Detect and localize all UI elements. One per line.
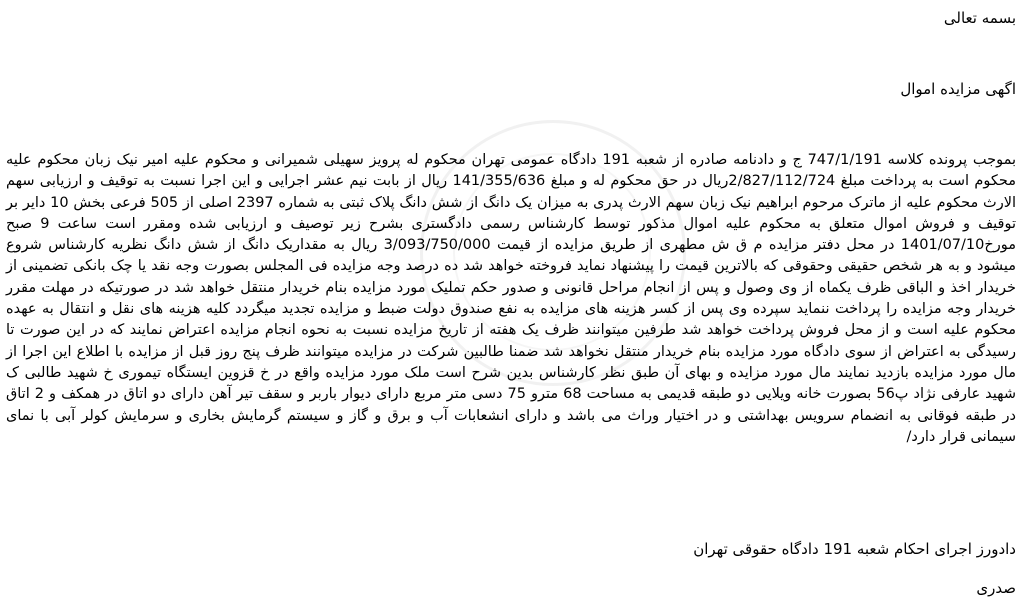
signatory-name: صدری — [976, 579, 1016, 597]
notice-body: بموجب پرونده کلاسه 747/1/191 ج و دادنامه صادره از شعبه 191 دادگاه عمومی تهران محکوم له پرویز سهیلی شمیرانی و محکوم علیه امیر نیک زبان محکوم علیه محکوم است به پرداخت مبلغ 2/827/112/724ریال در حق محکوم له و مبلغ 141/355/636 ریال از بابت نیم عشر اجرایی و این اجرا نسبت به توقیف و ارزیابی سهم الارث محکوم علیه از ماترک مرحوم ابراهیم نیک زبان سهم الارث پدری به میزان یک دانگ از شش دانگ پلاک ثبتی به شماره 2397 اصلی از 505 فرعی بخش 10 دایر بر توقیف و فروش اموال متعلق به محکوم علیه اموال مذکور توسط کارشناس رسمی دادگستری بشرح زیر توصیف و ارزیابی شده ومقرر است ساعت 9 صبح مورخ1401/07/10 در محل دفتر مزایده م ق ش مطهری از طریق مزایده از قیمت 3/093/750/000 ریال به مقداریک دانگ از شش دانگ نظریه کارشناس شروع میشود و به هر شخص حقیقی وحقوقی که بالاترین قیمت را پیشنهاد نماید فروخته خواهد شد ده درصد وجه مزایده فی المجلس بصورت وجه نقد یا چک بانکی تضمینی از خریدار اخذ و الباقی ظرف یکماه از وی وصول و پس از انجام مراحل قانونی و صدور حکم تملیک مورد مزایده بنام خریدار منتقل خواهد شد در صورتیکه در مهلت مقرر خریدار وجه مزایده را پرداخت ننماید سپرده وی پس از کسر هزینه های مزایده به نفع صندوق دولت ضبط و مزایده تجدید میگردد کلیه هزینه های نقل و انتقال به عهده محکوم علیه است و از محل فروش پرداخت خواهد شد طرفین میتوانند ظرف یک هفته از تاریخ مزایده نسبت به نحوه انجام مزایده اعتراض نمایند که در این صورت تا رسیدگی به اعتراض از سوی دادگاه مورد مزایده بنام خریدار منتقل نخواهد شد ضمنا طالبین شرکت در مزایده میتوانند ظرف پنج روز قبل از مزایده با اطلاع این اجرا از مال مورد مزایده بازدید نمایند مال مورد مزایده و بهای آن طبق نظر کارشناس بدین شرح است ملک مورد مزایده واقع در خ قزوین ایستگاه تیموری خ شهید طالبی ک شهید عارفی نژاد پ56 بصورت خانه ویلایی دو طبقه قدیمی به مساحت 68 مترو 75 دسی متر مربع دارای دیوار باربر و سقف تیر آهن دارای دو اتاق در همکف و 2 اتاق در طبقه فوقانی به انضمام سرویس بهداشتی و در اختیار وراث می باشد و دارای انشعابات آب و برق و گاز و سیستم گرمایش بخاری و سرمایش کولر آبی با نمای سیمانی قرار دارد/ — [6, 152, 1016, 445]
notice-title: اگهی مزایده اموال — [900, 80, 1016, 98]
signature-line: دادورز اجرای احکام شعبه 191 دادگاه حقوقی تهران — [693, 540, 1016, 558]
basmala-heading: بسمه تعالی — [943, 9, 1016, 27]
